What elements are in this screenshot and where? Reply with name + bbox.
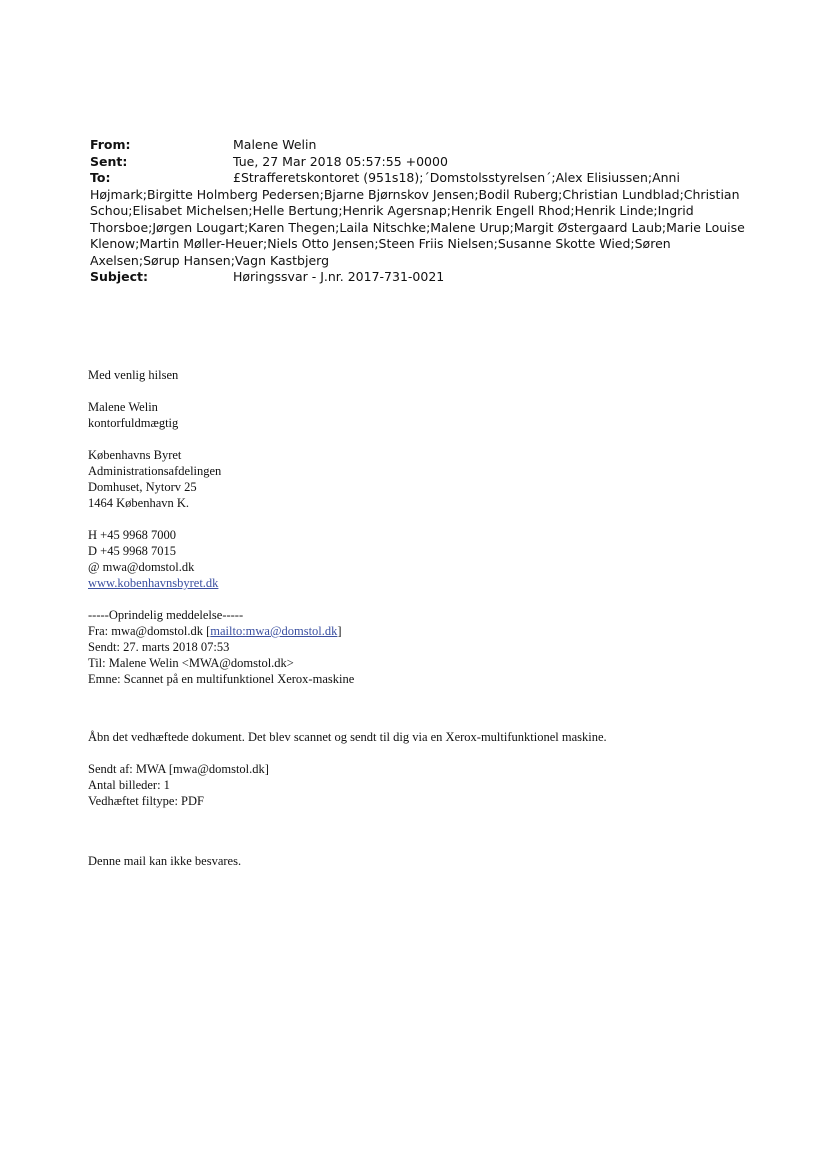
message-sent-by: Sendt af: MWA [mwa@domstol.dk] xyxy=(88,762,269,776)
to-line: Højmark;Birgitte Holmberg Pedersen;Bjarne Bjørnskov Jensen;Bodil Ruberg;Christian Lundblad;Christian xyxy=(90,186,740,202)
greeting: Med venlig hilsen xyxy=(88,368,179,382)
email-body xyxy=(88,367,728,869)
signature-phone-d: D +45 9968 7015 xyxy=(88,544,176,558)
sent-row xyxy=(90,154,730,171)
from-value: Malene Welin xyxy=(233,137,317,152)
sent-value: Tue, 27 Mar 2018 05:57:55 +0000 xyxy=(233,153,448,169)
to-label: To: xyxy=(90,170,111,185)
signature-title: kontorfuldmægtig xyxy=(88,416,179,430)
email-header xyxy=(90,137,745,286)
to-line: Axelsen;Sørup Hansen;Vagn Kastbjerg xyxy=(90,252,330,268)
to-line: Thorsboe;Jørgen Lougart;Karen Thegen;Laila Nitschke;Malene Urup;Margit Østergaard Laub;Marie Louise xyxy=(90,219,745,235)
message-image-count: Antal billeder: 1 xyxy=(88,778,170,792)
signature-dept: Administrationsafdelingen xyxy=(88,464,222,478)
original-from-prefix: Fra: mwa@domstol.dk [ xyxy=(88,624,211,638)
signature-org: Københavns Byret xyxy=(88,448,182,462)
to-line: Klenow;Martin Møller-Heuer;Niels Otto Jensen;Steen Friis Nielsen;Susanne Skotte Wied;Søren xyxy=(90,236,671,251)
signature-address2: 1464 København K. xyxy=(88,496,190,510)
original-to: Til: Malene Welin <MWA@domstol.dk> xyxy=(88,656,294,670)
signature-phone-h: H +45 9968 7000 xyxy=(88,528,176,542)
subject-value: Høringssvar - J.nr. 2017-731-0021 xyxy=(233,269,445,284)
message-file-type: Vedhæftet filtype: PDF xyxy=(88,794,204,808)
subject-label: Subject: xyxy=(90,269,148,284)
original-sent: Sendt: 27. marts 2018 07:53 xyxy=(88,640,230,654)
sent-label: Sent: xyxy=(90,153,128,169)
to-line: Schou;Elisabet Michelsen;Helle Bertung;Henrik Agersnap;Henrik Engell Rhod;Henrik Linde;Ingrid xyxy=(90,203,694,218)
signature-email: @ mwa@domstol.dk xyxy=(88,560,195,574)
to-recipients xyxy=(90,170,745,269)
original-from xyxy=(88,623,728,639)
original-from-suffix: ] xyxy=(337,624,342,638)
signature-address1: Domhuset, Nytorv 25 xyxy=(88,480,197,494)
to-row xyxy=(90,170,745,269)
original-divider: -----Oprindelig meddelelse----- xyxy=(88,608,244,622)
mailto-link[interactable]: mailto:mwa@domstol.dk xyxy=(210,624,338,638)
website-link[interactable]: www.kobenhavnsbyret.dk xyxy=(88,576,219,590)
original-subject: Emne: Scannet på en multifunktionel Xerox-maskine xyxy=(88,672,355,686)
signature-name: Malene Welin xyxy=(88,400,158,414)
message-no-reply: Denne mail kan ikke besvares. xyxy=(88,854,242,868)
to-line: £Strafferetskontoret (951s18);´Domstolsstyrelsen´;Alex Elisiussen;Anni xyxy=(233,170,680,185)
message-instruction: Åbn det vedhæftede dokument. Det blev scannet og sendt til dig via en Xerox-multifunktionel maskine. xyxy=(88,730,607,744)
subject-row xyxy=(90,269,730,286)
from-label: From: xyxy=(90,137,131,152)
from-row xyxy=(90,137,730,154)
